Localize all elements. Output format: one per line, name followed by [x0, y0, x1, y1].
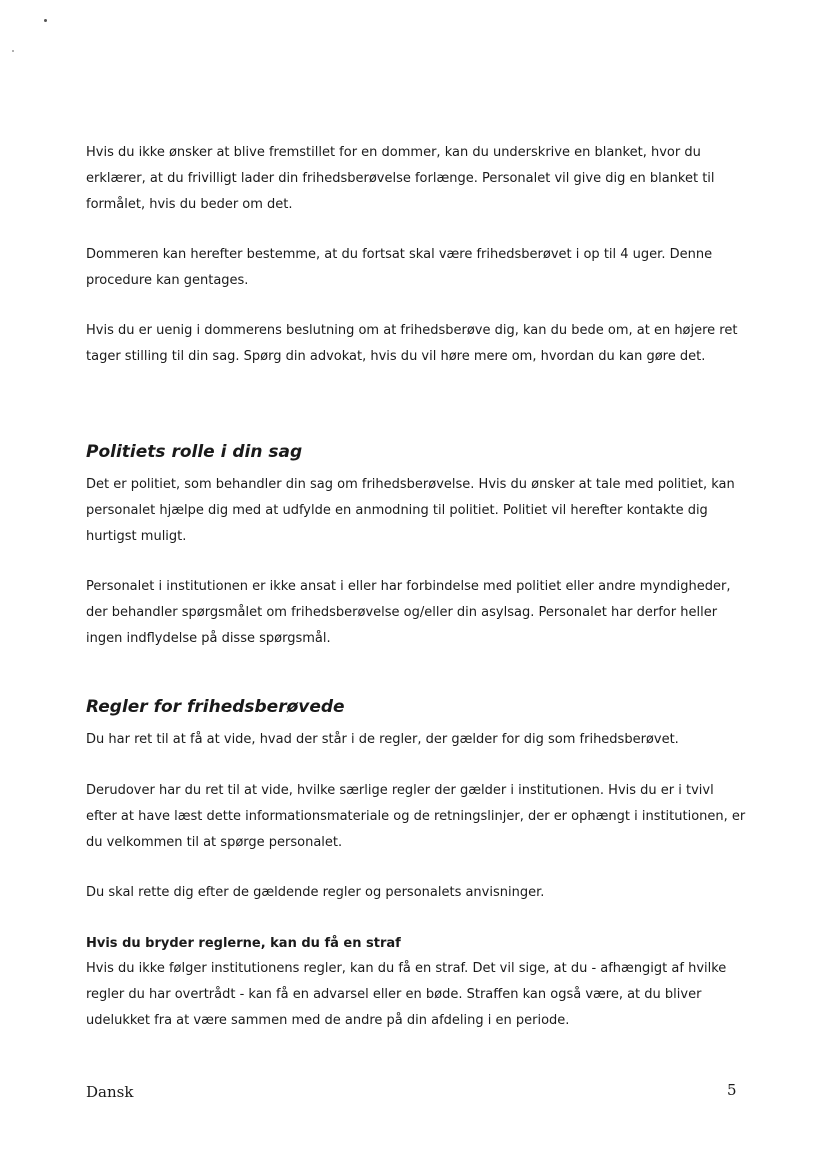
page-number: 5: [727, 1081, 737, 1099]
paragraph-uenig: Hvis du er uenig i dommerens beslutning om at frihedsberøve dig, kan du bede om, at en højere ret tager stilling til din sag. Spørg din advokat, hvis du vil høre mere om, hvordan du kan gøre det.: [86, 323, 738, 364]
paragraph-politi-2: Personalet i institutionen er ikke ansat i eller har forbindelse med politiet eller andre myndigheder, der behandler spørgsmålet om frihedsberøvelse og/eller din asylsag. Personalet har derfor heller ingen indflydelse på disse spørgsmål.: [86, 579, 731, 646]
section-heading-politi: Politiets rolle i din sag: [86, 442, 303, 462]
paragraph-regler-1: Du har ret til at få at vide, hvad der står i de regler, der gælder for dig som frihedsberøvet.: [86, 732, 679, 747]
scan-speck: [44, 19, 47, 22]
paragraph-straf: Hvis du ikke følger institutionens regler, kan du få en straf. Det vil sige, at du - afhængigt af hvilke regler du har overtrådt - kan få en advarsel eller en bøde. Straffen kan også være, at du bliver udelukket fra at være sammen med de andre på din afdeling i en periode.: [86, 961, 727, 1028]
paragraph-politi-1: Det er politiet, som behandler din sag om frihedsberøvelse. Hvis du ønsker at tale med politiet, kan personalet hjælpe dig med at udfylde en anmodning til politiet. Politiet vil herefter kontakte dig hurtigst muligt.: [86, 477, 735, 544]
footer-language: Dansk: [86, 1083, 134, 1101]
section-heading-regler: Regler for frihedsberøvede: [86, 697, 345, 717]
paragraph-regler-3: Du skal rette dig efter de gældende regler og personalets anvisninger.: [86, 885, 545, 900]
paragraph-dommer: Dommeren kan herefter bestemme, at du fortsat skal være frihedsberøvet i op til 4 uger. Denne procedure kan gentages.: [86, 247, 713, 288]
scan-speck: [12, 50, 14, 52]
paragraph-regler-2: Derudover har du ret til at vide, hvilke særlige regler der gælder i institutionen. Hvis du er i tvivl efter at have læst dette informationsmateriale og de retningslinjer, der er ophængt i institutionen, er du velkommen til at spørge personalet.: [86, 783, 746, 850]
paragraph-blanket: Hvis du ikke ønsker at blive fremstillet for en dommer, kan du underskrive en blanket, hvor du erklærer, at du frivilligt lader din frihedsberøvelse forlænge. Personalet vil give dig en blanket til formålet, hvis du beder om det.: [86, 145, 715, 212]
subheading-straf: Hvis du bryder reglerne, kan du få en straf: [86, 936, 401, 951]
